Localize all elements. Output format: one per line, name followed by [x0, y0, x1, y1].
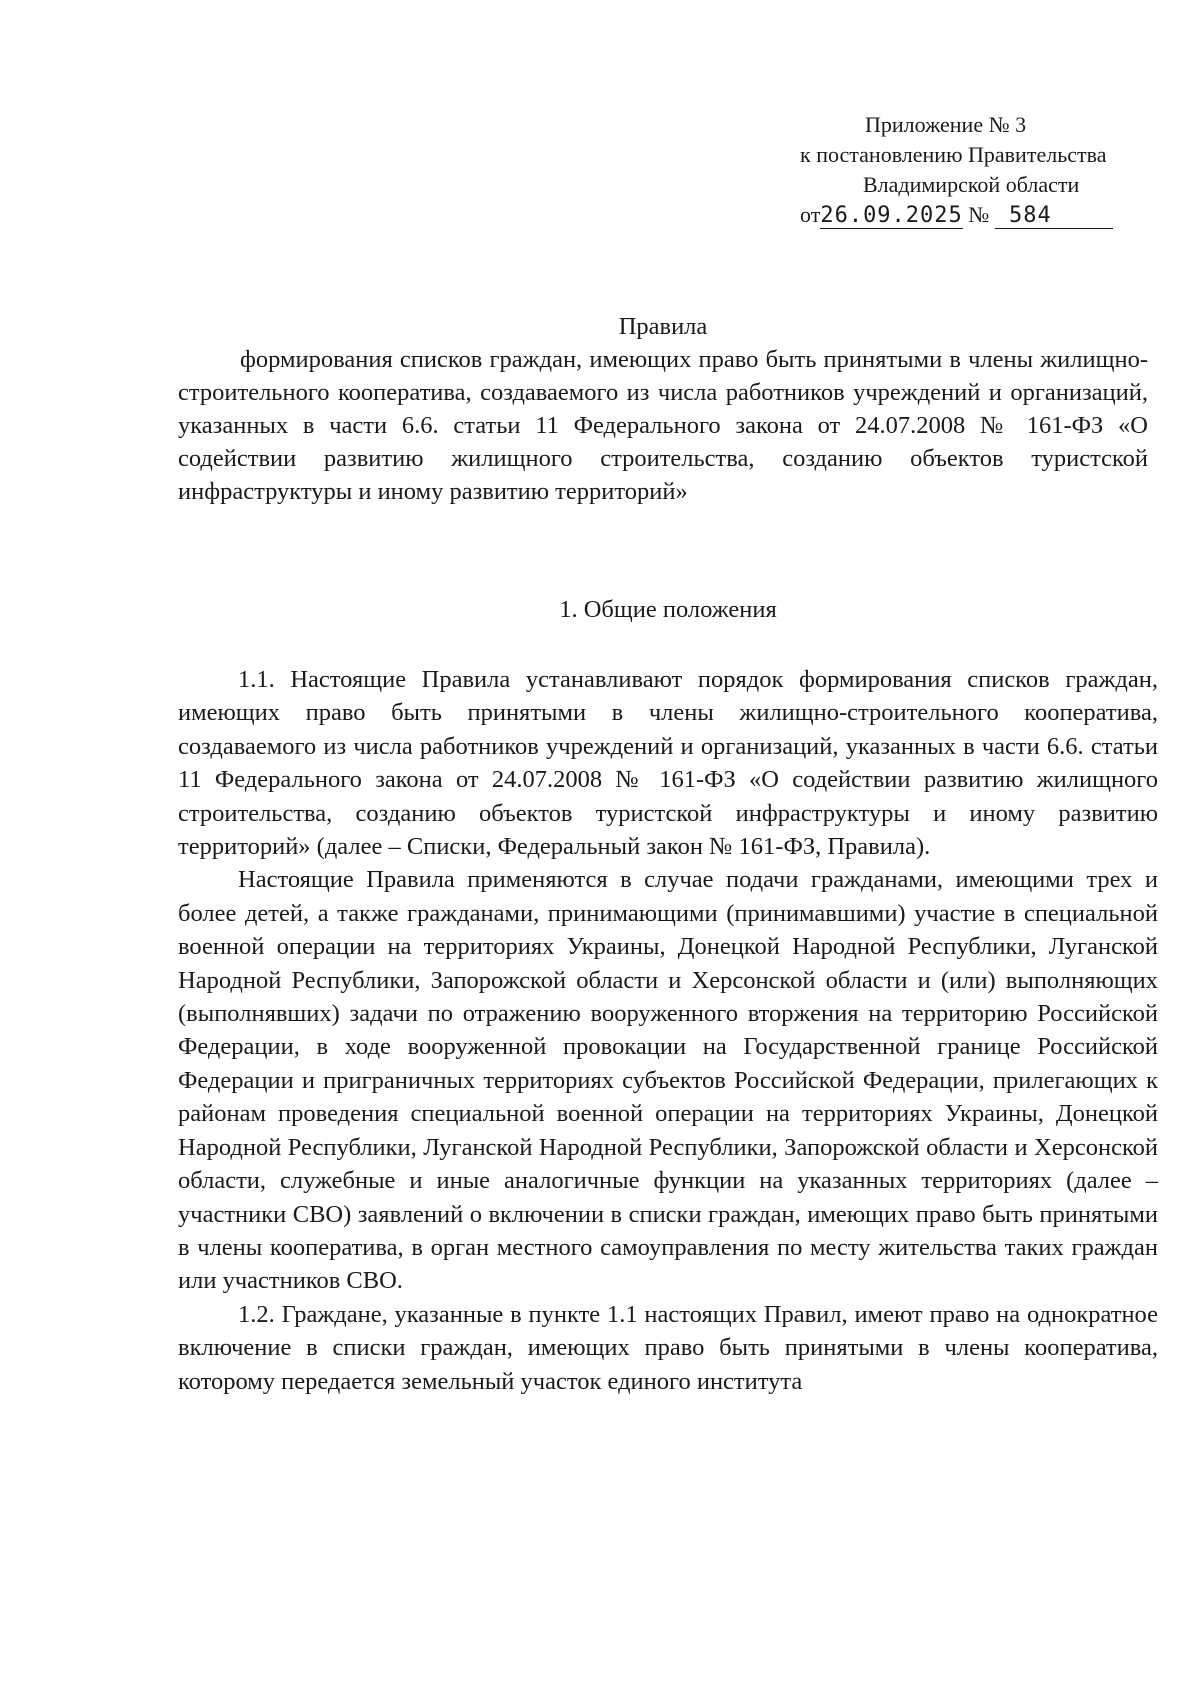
decree-date: 26.09.2025 [820, 203, 963, 228]
appendix-header [770, 110, 1170, 230]
appendix-number: Приложение № 3 [865, 112, 1027, 137]
appendix-decree-ref: к постановлению Правительства [800, 142, 1107, 167]
appendix-date-line [770, 200, 1170, 230]
appendix-region: Владимирской области [863, 172, 1080, 197]
section-body [178, 663, 1158, 1398]
date-prefix: от [800, 202, 821, 227]
section-heading: 1. Общие положения [559, 596, 777, 623]
paragraph-scope: Настоящие Правила применяются в случае подачи гражданами, имеющими трех и более детей, а также гражданами, принимающими (принимавшими) участие в специальной военной операции на территориях Украины, Донецкой Народной Республики, Луганской Народной Республики, Запорожской области и Херсонской области и (или) выполняющих (выполнявших) задачи по отражению вооруженного вторжения на территорию Российской Федерации, в ходе вооруженной провокации на Государственной границе Российской Федерации и приграничных территориях субъектов Российской Федерации, прилегающих к районам проведения специальной военной операции на территориях Украины, Донецкой Народной Республики, Луганской Народной Республики, Запорожской области и Херсонской области, служебные и иные аналогичные функции на указанных территориях (далее – участники СВО) заявлений о включении в списки граждан, имеющих право быть принятыми в члены кооператива, в орган местного самоуправления по месту жительства таких граждан или участников СВО. [178, 866, 1158, 1295]
document-title: Правила [618, 313, 708, 340]
number-prefix: № [968, 202, 990, 227]
paragraph-1-1: 1.1. Настоящие Правила устанавливают порядок формирования списков граждан, имеющих право быть принятыми в члены жилищно-строительного кооператива, создаваемого из числа работников учреждений и организаций, указанных в части 6.6. статьи 11 Федерального закона от 24.07.2008 № 161-ФЗ «О содействии развитию жилищного строительства, созданию объектов туристской инфраструктуры и иному развитию территорий» (далее – Списки, Федеральный закон № 161-ФЗ, Правила). [178, 666, 1158, 861]
decree-number [995, 204, 1113, 229]
paragraph-1-2: 1.2. Граждане, указанные в пункте 1.1 настоящих Правил, имеют право на однократное включение в списки граждан, имеющих право быть принятыми в члены кооператива, которому передается земельный участок единого института [178, 1300, 1158, 1395]
document-subtitle: формирования списков граждан, имеющих право быть принятыми в члены жилищно-строительного кооператива, создаваемого из числа работников учреждений и организаций, указанных в части 6.6. статьи 11 Федерального закона от 24.07.2008 № 161-ФЗ «О содействии развитию жилищного строительства, созданию объектов туристской инфраструктуры и иному развитию территорий» [178, 346, 1148, 505]
decree-number-value: 584 [1009, 203, 1052, 228]
